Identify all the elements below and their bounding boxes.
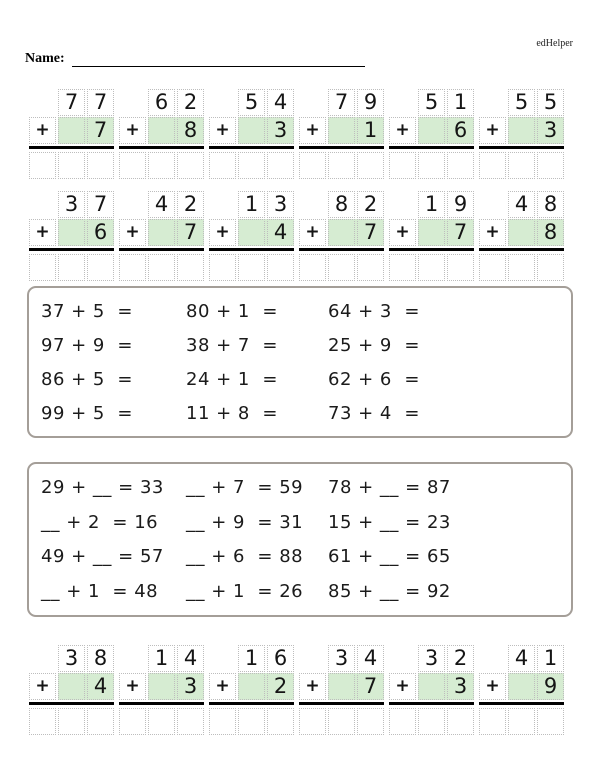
bottom-addend-row [29,219,114,246]
equation-item: 97 + 9 = [41,334,133,356]
vertical-addition-problem [299,191,384,281]
highlighted-addend [328,219,384,246]
vertical-addition-problem [119,191,204,281]
answer-cell [177,152,204,179]
equals-line [29,702,114,705]
equals-line [299,702,384,705]
bottom-addend-row [119,219,204,246]
highlight-empty-cell [148,673,175,700]
equation-item: __ + 7 = 59 [186,476,304,498]
bottom-addend-row [209,117,294,144]
tens-digit-cell: 8 [328,191,355,218]
equals-line [479,146,564,149]
top-addend-row [418,89,474,116]
answer-cell [357,152,384,179]
equals-line [389,248,474,251]
addend-digit-cell: 1 [357,117,384,144]
addend-digit-cell: 2 [267,673,294,700]
addend-digit-cell: 3 [537,117,564,144]
top-addend-row [58,89,114,116]
answer-row [119,708,204,735]
answer-cell [148,152,175,179]
bottom-addend-row [479,673,564,700]
answer-cell [328,152,355,179]
bottom-addend-row [119,673,204,700]
equation-item: __ + 1 = 48 [41,581,159,603]
vertical-addition-problem [119,645,204,735]
tens-digit-cell: 5 [418,89,445,116]
highlighted-addend [148,673,204,700]
highlighted-addend [238,117,294,144]
answer-row [299,152,384,179]
brand-logo: edHelper [536,38,573,49]
answer-cell [177,254,204,281]
tens-digit-cell: 4 [508,645,535,672]
highlighted-addend [328,117,384,144]
plus-sign: + [479,673,506,700]
answer-cell [389,254,416,281]
answer-row [389,254,474,281]
equation-item: 78 + __ = 87 [328,476,451,498]
vertical-addition-problem [299,645,384,735]
highlighted-addend [418,117,474,144]
top-addend-row [508,191,564,218]
vertical-problems-row-2 [29,191,564,281]
equation-item: __ + 2 = 16 [41,511,159,533]
addend-digit-cell: 6 [87,219,114,246]
answer-row [29,254,114,281]
highlighted-addend [58,673,114,700]
answer-cell [29,254,56,281]
vertical-addition-problem [209,89,294,179]
tens-digit-cell: 1 [418,191,445,218]
bottom-addend-row [479,219,564,246]
ones-digit-cell: 2 [177,89,204,116]
highlighted-addend [148,117,204,144]
bottom-addend-row [299,117,384,144]
bottom-addend-row [209,219,294,246]
plus-sign: + [389,117,416,144]
addend-digit-cell: 7 [357,673,384,700]
plus-sign: + [29,673,56,700]
vertical-addition-problem [29,89,114,179]
plus-sign: + [299,117,326,144]
answer-cell [537,152,564,179]
answer-row [479,708,564,735]
tens-digit-cell: 5 [238,89,265,116]
plus-sign: + [479,117,506,144]
highlighted-addend [238,219,294,246]
top-addend-row [418,191,474,218]
top-addend-row [328,191,384,218]
vertical-addition-problem [209,645,294,735]
ones-digit-cell: 1 [537,645,564,672]
equation-grid-2 [29,464,571,615]
answer-cell [177,708,204,735]
answer-row [299,254,384,281]
addend-digit-cell: 8 [537,219,564,246]
addend-digit-cell: 9 [537,673,564,700]
equation-item: 73 + 4 = [328,402,420,424]
tens-digit-cell: 1 [238,191,265,218]
answer-cell [447,152,474,179]
plus-sign: + [209,117,236,144]
equation-item: 64 + 3 = [328,300,420,322]
answer-cell [447,254,474,281]
ones-digit-cell: 1 [447,89,474,116]
equals-line [209,146,294,149]
equals-line [479,248,564,251]
ones-digit-cell: 2 [447,645,474,672]
highlight-empty-cell [58,219,85,246]
answer-cell [508,708,535,735]
highlighted-addend [58,117,114,144]
answer-cell [267,708,294,735]
vertical-addition-problem [389,645,474,735]
plus-sign: + [119,673,146,700]
top-addend-row [508,89,564,116]
equation-item: 61 + __ = 65 [328,546,451,568]
equation-item: 29 + __ = 33 [41,476,164,498]
highlight-empty-cell [508,117,535,144]
name-row [25,50,365,67]
answer-cell [58,254,85,281]
highlight-empty-cell [508,219,535,246]
highlighted-addend [508,219,564,246]
addend-digit-cell: 3 [177,673,204,700]
bottom-addend-row [29,673,114,700]
ones-digit-cell: 3 [267,191,294,218]
vertical-addition-problem [479,89,564,179]
tens-digit-cell: 1 [238,645,265,672]
answer-row [209,254,294,281]
top-addend-row [418,645,474,672]
top-addend-row [328,89,384,116]
name-label: Name: [25,51,65,66]
answer-cell [87,152,114,179]
answer-cell [238,708,265,735]
answer-cell [508,152,535,179]
equals-line [209,248,294,251]
bottom-addend-row [389,673,474,700]
vertical-problems-row-1 [29,89,564,179]
highlight-empty-cell [328,117,355,144]
highlight-empty-cell [58,673,85,700]
highlight-empty-cell [148,219,175,246]
vertical-addition-problem [209,191,294,281]
addend-digit-cell: 7 [177,219,204,246]
answer-cell [87,254,114,281]
equation-item: __ + 6 = 88 [186,546,304,568]
answer-cell [148,708,175,735]
answer-cell [209,254,236,281]
tens-digit-cell: 7 [328,89,355,116]
ones-digit-cell: 9 [447,191,474,218]
highlight-empty-cell [238,219,265,246]
highlight-empty-cell [328,219,355,246]
equals-line [119,248,204,251]
answer-cell [238,254,265,281]
plus-sign: + [209,673,236,700]
equation-item: 80 + 1 = [186,300,278,322]
vertical-addition-problem [389,89,474,179]
answer-row [479,254,564,281]
highlighted-addend [508,117,564,144]
answer-cell [29,152,56,179]
equation-item: 62 + 6 = [328,368,420,390]
answer-cell [58,708,85,735]
answer-row [119,152,204,179]
equation-item: 11 + 8 = [186,402,278,424]
answer-cell [238,152,265,179]
highlighted-addend [148,219,204,246]
plus-sign: + [29,219,56,246]
answer-cell [119,152,146,179]
ones-digit-cell: 9 [357,89,384,116]
equals-line [389,702,474,705]
addend-digit-cell: 6 [447,117,474,144]
equals-line [29,248,114,251]
vertical-addition-problem [479,191,564,281]
ones-digit-cell: 6 [267,645,294,672]
ones-digit-cell: 5 [537,89,564,116]
equation-item: 25 + 9 = [328,334,420,356]
plus-sign: + [119,117,146,144]
answer-cell [418,708,445,735]
equation-item: 85 + __ = 92 [328,581,451,603]
ones-digit-cell: 8 [537,191,564,218]
top-addend-row [58,191,114,218]
bottom-addend-row [389,117,474,144]
answer-row [479,152,564,179]
plus-sign: + [119,219,146,246]
equation-item: 37 + 5 = [41,300,133,322]
top-addend-row [58,645,114,672]
equals-line [299,146,384,149]
bottom-addend-row [209,673,294,700]
top-addend-row [148,191,204,218]
tens-digit-cell: 6 [148,89,175,116]
bottom-addend-row [479,117,564,144]
highlight-empty-cell [238,117,265,144]
vertical-addition-problem [389,191,474,281]
answer-row [299,708,384,735]
answer-cell [87,708,114,735]
name-blank-line [72,50,365,67]
equation-item: 49 + __ = 57 [41,546,164,568]
answer-cell [479,708,506,735]
answer-row [209,708,294,735]
addend-digit-cell: 8 [177,117,204,144]
tens-digit-cell: 5 [508,89,535,116]
answer-cell [209,708,236,735]
top-addend-row [148,645,204,672]
answer-cell [389,152,416,179]
equals-line [209,702,294,705]
answer-cell [418,152,445,179]
equals-line [119,702,204,705]
ones-digit-cell: 2 [177,191,204,218]
equals-line [29,146,114,149]
ones-digit-cell: 7 [87,89,114,116]
addend-digit-cell: 7 [357,219,384,246]
highlight-empty-cell [508,673,535,700]
highlight-empty-cell [418,673,445,700]
tens-digit-cell: 4 [148,191,175,218]
highlighted-addend [418,219,474,246]
answer-cell [418,254,445,281]
vertical-addition-problem [479,645,564,735]
answer-cell [389,708,416,735]
tens-digit-cell: 3 [58,645,85,672]
answer-cell [267,254,294,281]
equation-item: __ + 1 = 26 [186,581,304,603]
bottom-addend-row [29,117,114,144]
highlight-empty-cell [418,117,445,144]
tens-digit-cell: 3 [418,645,445,672]
equation-item: 38 + 7 = [186,334,278,356]
equation-item: 86 + 5 = [41,368,133,390]
tens-digit-cell: 4 [508,191,535,218]
answer-cell [119,254,146,281]
vertical-addition-problem [299,89,384,179]
plus-sign: + [29,117,56,144]
answer-cell [299,254,326,281]
vertical-addition-problem [29,645,114,735]
answer-cell [29,708,56,735]
tens-digit-cell: 3 [328,645,355,672]
top-addend-row [238,191,294,218]
answer-cell [209,152,236,179]
tens-digit-cell: 7 [58,89,85,116]
vertical-addition-problem [119,89,204,179]
equation-item: 24 + 1 = [186,368,278,390]
vertical-problems-row-3 [29,645,564,735]
answer-cell [119,708,146,735]
ones-digit-cell: 7 [87,191,114,218]
highlighted-addend [238,673,294,700]
answer-cell [357,254,384,281]
equals-line [299,248,384,251]
answer-row [209,152,294,179]
addend-digit-cell: 4 [267,219,294,246]
highlighted-addend [58,219,114,246]
highlight-empty-cell [148,117,175,144]
plus-sign: + [479,219,506,246]
top-addend-row [328,645,384,672]
equals-line [119,146,204,149]
equation-grid-1 [29,288,571,436]
plus-sign: + [299,673,326,700]
answer-cell [479,254,506,281]
answer-cell [328,708,355,735]
ones-digit-cell: 4 [357,645,384,672]
ones-digit-cell: 4 [177,645,204,672]
answer-cell [148,254,175,281]
tens-digit-cell: 1 [148,645,175,672]
equals-line [389,146,474,149]
highlight-empty-cell [328,673,355,700]
bottom-addend-row [389,219,474,246]
bottom-addend-row [299,219,384,246]
addend-digit-cell: 7 [447,219,474,246]
highlight-empty-cell [418,219,445,246]
answer-cell [328,254,355,281]
answer-row [389,708,474,735]
ones-digit-cell: 8 [87,645,114,672]
equation-item: 15 + __ = 23 [328,511,451,533]
equation-item: __ + 9 = 31 [186,511,304,533]
highlighted-addend [508,673,564,700]
vertical-addition-problem [29,191,114,281]
highlight-empty-cell [58,117,85,144]
answer-cell [537,254,564,281]
answer-cell [299,708,326,735]
answer-cell [537,708,564,735]
plus-sign: + [299,219,326,246]
answer-cell [508,254,535,281]
answer-cell [479,152,506,179]
highlighted-addend [328,673,384,700]
equation-item: 99 + 5 = [41,402,133,424]
equation-box-2 [27,462,573,617]
top-addend-row [238,645,294,672]
highlight-empty-cell [238,673,265,700]
top-addend-row [238,89,294,116]
equals-line [479,702,564,705]
answer-cell [447,708,474,735]
plus-sign: + [389,673,416,700]
addend-digit-cell: 3 [447,673,474,700]
answer-row [29,152,114,179]
answer-row [29,708,114,735]
answer-cell [299,152,326,179]
plus-sign: + [209,219,236,246]
top-addend-row [148,89,204,116]
plus-sign: + [389,219,416,246]
addend-digit-cell: 4 [87,673,114,700]
ones-digit-cell: 4 [267,89,294,116]
answer-cell [357,708,384,735]
tens-digit-cell: 3 [58,191,85,218]
answer-row [119,254,204,281]
answer-cell [267,152,294,179]
bottom-addend-row [119,117,204,144]
ones-digit-cell: 2 [357,191,384,218]
top-addend-row [508,645,564,672]
addend-digit-cell: 7 [87,117,114,144]
answer-cell [58,152,85,179]
highlighted-addend [418,673,474,700]
bottom-addend-row [299,673,384,700]
equation-box-1 [27,286,573,438]
addend-digit-cell: 3 [267,117,294,144]
answer-row [389,152,474,179]
